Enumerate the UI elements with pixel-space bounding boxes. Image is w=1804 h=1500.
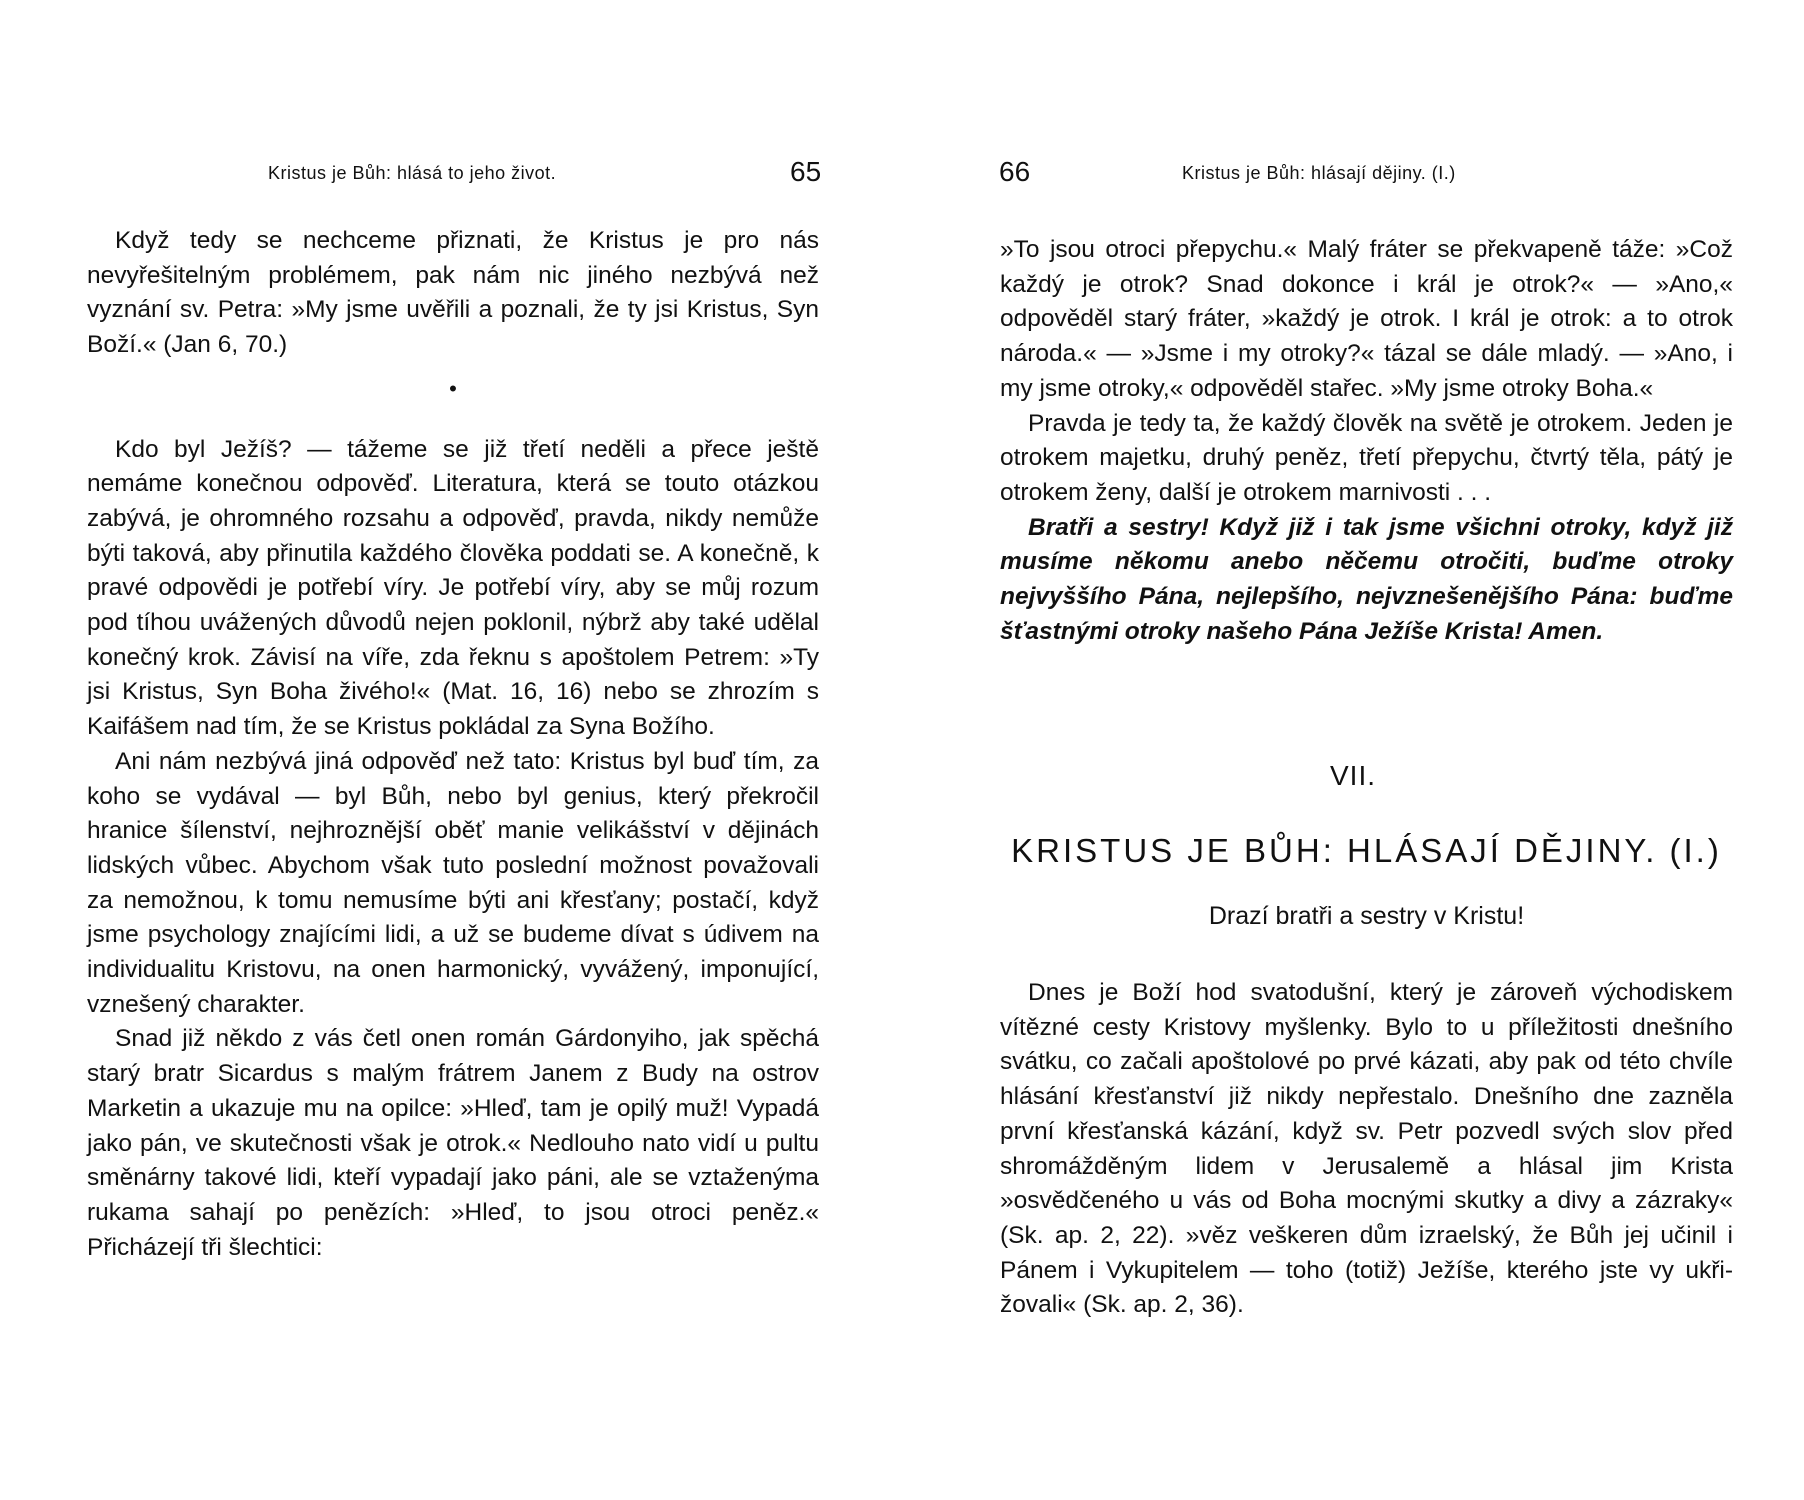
body-text-chapter bbox=[1000, 976, 1733, 1323]
paragraph: Dnes je Boží hod svatodušní, který je zároveň východiskem vítězné cesty Kristovy myšlenky. Bylo to u příležitosti dnešního svátku, co začali apoštolové po prvé kázati, aby pak od této chvíle hlásání křesťanství již nikdy nepřestalo. Dnešního dne zazněla první křesťanská kázání, když sv. Petr pozvedl svých slov před shromážděným lidem v Jerusalemě a hlásal jim Krista »osvědčeného u vás od Boha mocnými skutky a divy a zázraky« (Sk. ap. 2, 22). »věz veškeren dům izraelský, že Bůh jej učinil i Pánem i Vykupitelem — toho (totiž) Ježíše, kterého jste vy ukřižovali« (Sk. ap. 2, 36). bbox=[1000, 979, 1733, 1319]
running-head: Kristus je Bůh: hlásají dějiny. (I.) bbox=[1182, 163, 1456, 183]
paragraph: Když tedy se nechceme přiznati, že Kristus je pro nás nevyřešitelným problémem, pak nám nic jiného nezbývá než vyznání sv. Petra: »My jsme uvěřili a poznali, že ty jsi Kristus, Syn Boží.« (Jan 6, 70.) bbox=[87, 227, 819, 359]
page-number: 65 bbox=[790, 156, 822, 187]
body-text bbox=[87, 224, 819, 1265]
paragraph: Pravda je tedy ta, že každý člověk na světě je otrokem. Jeden je otrokem majetku, druhý peněz, třetí přepychu, čtvrtý těla, pátý je otrokem ženy, další je otrokem marnivosti . . . bbox=[1000, 409, 1733, 506]
running-head: Kristus je Bůh: hlásá to jeho život. bbox=[268, 163, 557, 183]
right-page bbox=[902, 0, 1804, 1500]
section-number: VII. bbox=[1329, 760, 1376, 791]
paragraph-italic: Bratři a sestry! Když již i tak jsme všichni otroky, když již musíme někomu anebo něčemu otročiti, buďme otroky nejvyššího Pána, nejlepšího, nejvznešenějšího Pána: buďme šťastnými otroky našeho Pána Ježíše Krista! Amen. bbox=[1000, 513, 1733, 645]
paragraph: »To jsou otroci přepychu.« Malý fráter se překvapeně táže: »Což každý je otrok? Snad dokonce i král je otrok?« — »Ano,« odpověděl starý fráter, »každý je otrok. I král je otrok: a to otrok národa.« — »Jsme i my otroky?« tázal se dále mladý. — »Ano, i my jsme otroky,« odpověděl stařec. »My jsme otroky Boha.« bbox=[1000, 236, 1733, 402]
salutation: Drazí bratři a sestry v Kristu! bbox=[1208, 902, 1525, 930]
chapter-title: KRISTUS JE BŮH: HLÁSAJÍ DĚJINY. (I.) bbox=[1011, 832, 1722, 869]
paragraph: Ani nám nezbývá jiná odpověď než tato: Kristus byl buď tím, za koho se vydával — byl Bůh, nebo byl genius, který překročil hranice šílenství, nejhroznější oběť manie velikášství v dějinách lidských vůbec. Abychom však tuto poslední možnost považovali za nemožnou, k tomu nemusíme býti ani křesťany; postačí, když jsme psychology znajícími lidi, a už se budeme dívat s údivem na individualitu Kristovu, na onen harmonický, vyvážený, imponující, vznešený charakter. bbox=[87, 747, 819, 1018]
section-separator: • bbox=[449, 375, 457, 401]
body-text bbox=[1000, 233, 1733, 649]
page-number: 66 bbox=[999, 156, 1031, 187]
paragraph: Kdo byl Ježíš? — tážeme se již třetí neděli a přece ještě nemáme konečnou odpověď. Literatura, která se touto otázkou zabývá, je ohromného rozsahu a odpověď, pravda, nikdy nemůže býti taková, aby přinutila každého člověka poddati se. A konečně, k pravé odpovědi je potřebí víry. Je potřebí víry, aby se můj rozum pod tíhou uvážených důvodů nejen poklonil, nýbrž aby také udělal konečný krok. Závisí na víře, zda řeknu s apoštolem Petrem: »Ty jsi Kristus, Syn Boha živého!« (Mat. 16, 16) nebo se zhrozím s Kaifášem nad tím, že se Kristus pokládal za Syna Božího. bbox=[87, 435, 819, 741]
paragraph: Snad již někdo z vás četl onen román Gárdonyiho, jak spěchá starý bratr Sicardus s malým frátrem Janem z Budy na ostrov Marketin a ukazuje mu na opilce: »Hleď, tam je opilý muž! Vypadá jako pán, ve skutečnosti však je otrok.« Nedlouho nato vidí u pultu směnárny takové lidi, kteří vypadají jako páni, ale se vztaženýma rukama sahají po penězích: »Hleď, to jsou otroci peněz.« Přicházejí tři šlechtici: bbox=[87, 1025, 819, 1261]
